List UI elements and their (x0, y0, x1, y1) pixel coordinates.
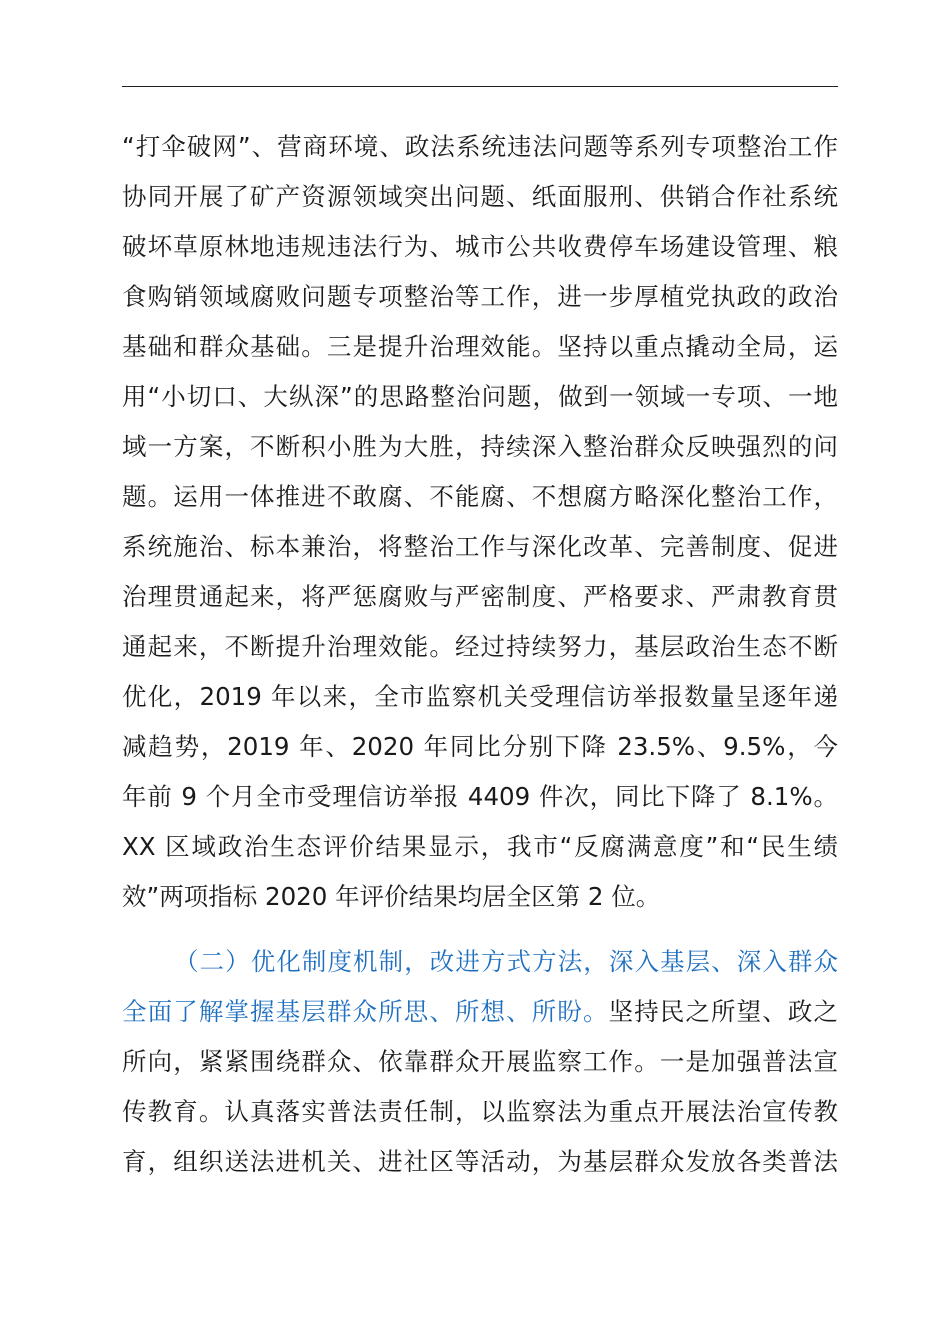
text-line: 所向，紧紧围绕群众、依靠群众开展监察工作。一是加强普法宣 (122, 1047, 838, 1076)
text-line: 协同开展了矿产资源领域突出问题、纸面服刑、供销合作社系统 (122, 182, 838, 211)
text-line: XX 区域政治生态评价结果显示，我市“反腐满意度”和“民生绩 (122, 832, 838, 861)
text-line: 效”两项指标 2020 年评价结果均居全区第 2 位。 (122, 882, 661, 911)
text-line: 育，组织送法进机关、进社区等活动，为基层群众发放各类普法 (122, 1147, 838, 1176)
text-line: 传教育。认真落实普法责任制，以监察法为重点开展法治宣传教 (122, 1097, 838, 1126)
text-continued: 坚持民之所望、政之 (608, 997, 838, 1026)
paragraph-2 (122, 937, 838, 1187)
text-line: 优化，2019 年以来，全市监察机关受理信访举报数量呈逐年递 (122, 682, 838, 711)
text-line: 基础和群众基础。三是提升治理效能。坚持以重点撬动全局，运 (122, 332, 838, 361)
text-line: 减趋势，2019 年、2020 年同比分别下降 23.5%、9.5%，今 (122, 732, 838, 761)
section-heading-continued: 全面了解掌握基层群众所思、所想、所盼。 (122, 997, 609, 1026)
text-line: 年前 9 个月全市受理信访举报 4409 件次，同比下降了 8.1%。 (122, 782, 838, 811)
text-line (122, 987, 838, 1037)
paragraph-1 (122, 122, 838, 922)
text-line: 治理贯通起来，将严惩腐败与严密制度、严格要求、严肃教育贯 (122, 582, 838, 611)
section-heading: （二）优化制度机制，改进方式方法，深入基层、深入群众 (174, 947, 838, 976)
text-line: 破坏草原林地违规违法行为、城市公共收费停车场建设管理、粮 (122, 232, 838, 261)
text-line: 题。运用一体推进不敢腐、不能腐、不想腐方略深化整治工作， (122, 482, 838, 511)
text-line: 通起来，不断提升治理效能。经过持续努力，基层政治生态不断 (122, 632, 838, 661)
header-rule (122, 86, 838, 87)
text-line: 域一方案，不断积小胜为大胜，持续深入整治群众反映强烈的问 (122, 432, 838, 461)
text-line: 食购销领域腐败问题专项整治等工作，进一步厚植党执政的政治 (122, 282, 838, 311)
text-line: 用“小切口、大纵深”的思路整治问题，做到一领域一专项、一地 (122, 382, 838, 411)
text-line: “打伞破网”、营商环境、政法系统违法问题等系列专项整治工作 (122, 132, 838, 161)
text-line: 系统施治、标本兼治，将整治工作与深化改革、完善制度、促进 (122, 532, 838, 561)
